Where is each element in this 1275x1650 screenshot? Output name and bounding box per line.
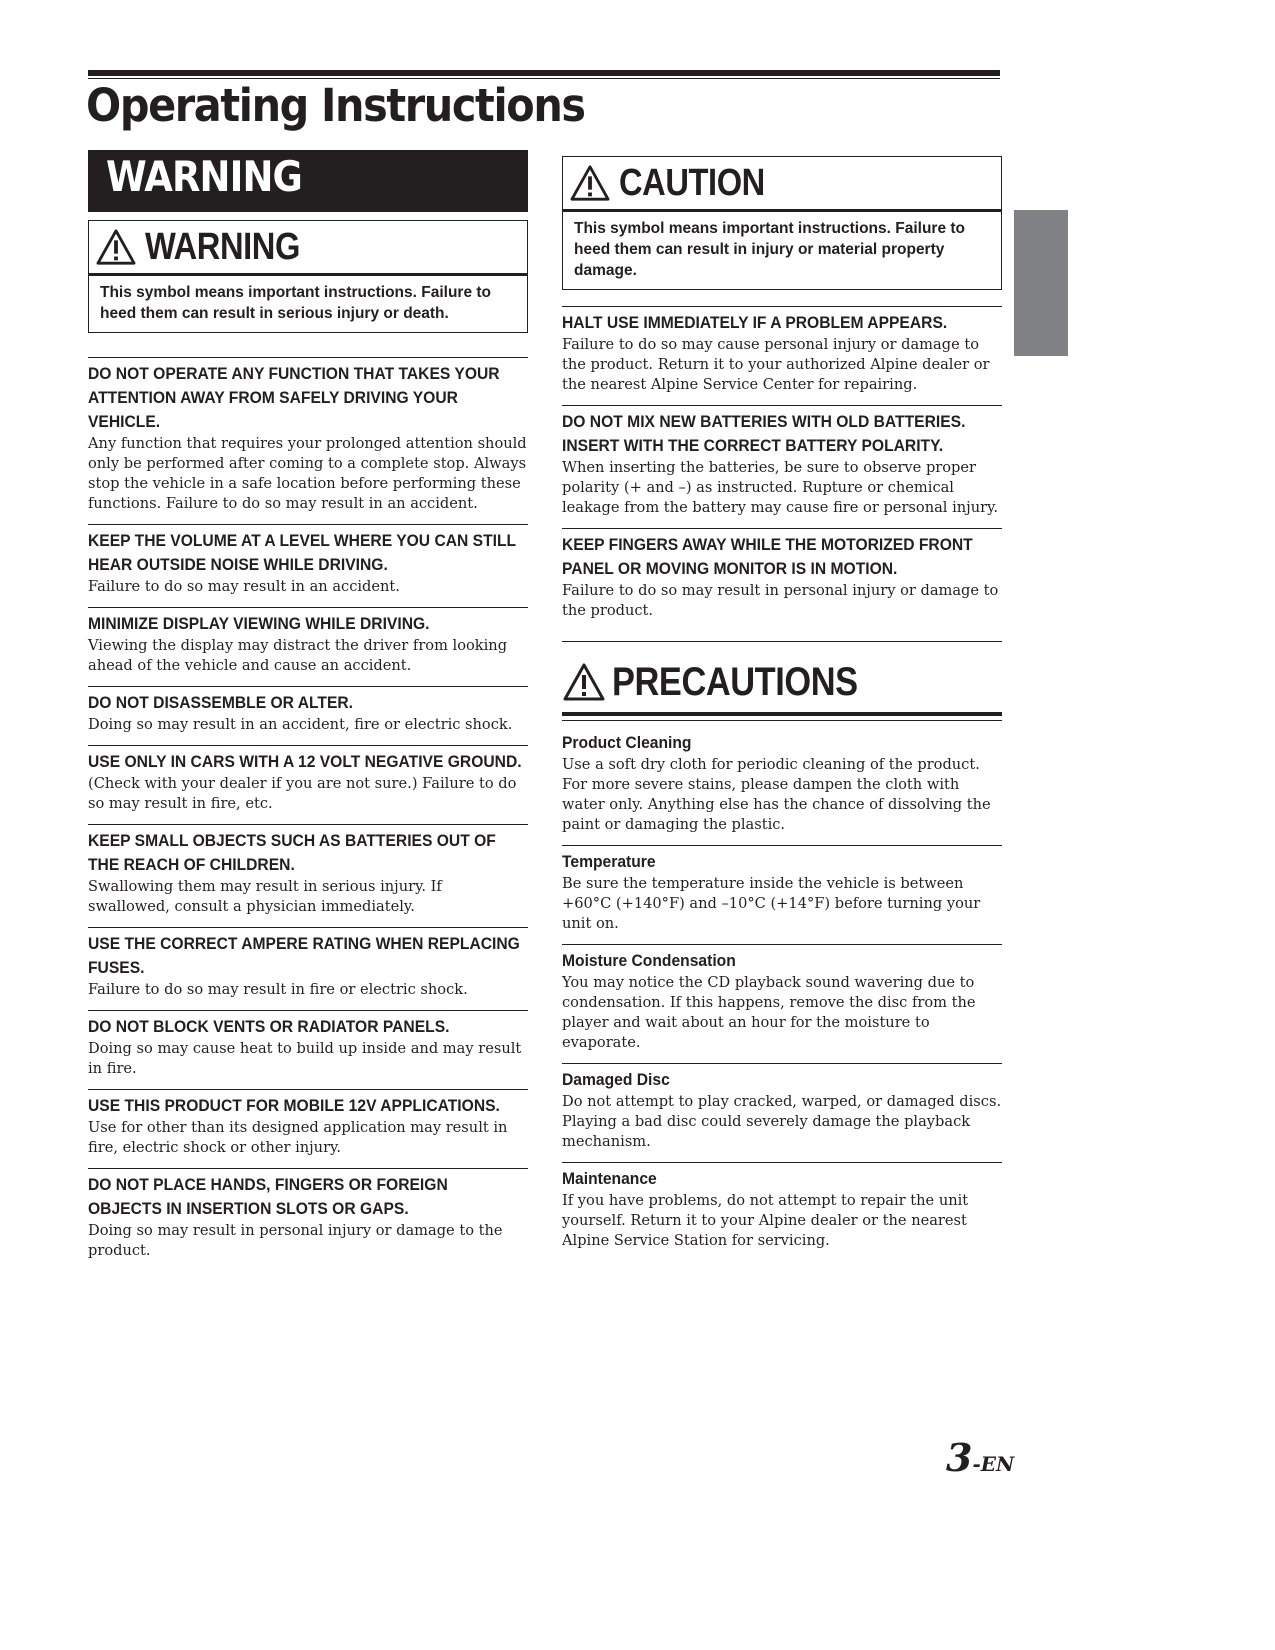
precaution-item xyxy=(562,727,1002,845)
warning-item xyxy=(88,524,528,607)
warning-item xyxy=(88,824,528,927)
caution-item xyxy=(562,528,1002,631)
precaution-item-title: Maintenance xyxy=(562,1169,657,1188)
precaution-item-body: You may notice the CD playback sound wavering due to condensation. If this happens, remove the disc from the player and wait about an hour for the moisture to evaporate. xyxy=(562,974,976,1051)
caution-item xyxy=(562,306,1002,405)
warning-banner-text: WARNING xyxy=(106,152,302,201)
precaution-item-body: Use a soft dry cloth for periodic cleaning of the product. For more severe stains, please dampen the cloth with water only. Anything else has the chance of dissolving the paint or damaging the plastic. xyxy=(562,756,991,833)
warning-item-title: USE ONLY IN CARS WITH A 12 VOLT NEGATIVE GROUND. xyxy=(88,752,522,771)
warning-item xyxy=(88,745,528,824)
precautions-heading: PRECAUTIONS xyxy=(612,659,858,704)
warning-item-title: DO NOT DISASSEMBLE OR ALTER. xyxy=(88,693,354,712)
precaution-item xyxy=(562,1162,1002,1261)
warning-symbol-text: This symbol means important instructions. Failure to heed them can result in serious injury or death. xyxy=(100,284,492,322)
precaution-item xyxy=(562,1063,1002,1162)
precaution-item-title: Moisture Condensation xyxy=(562,951,736,970)
warning-item-body: Failure to do so may result in fire or electric shock. xyxy=(88,981,468,998)
page-title: Operating Instructions xyxy=(86,79,585,132)
caution-item-body: Failure to do so may result in personal injury or damage to the product. xyxy=(562,582,999,619)
caution-symbol-text: This symbol means important instructions. Failure to heed them can result in injury or material property damage. xyxy=(574,220,966,279)
warning-item-title: KEEP SMALL OBJECTS SUCH AS BATTERIES OUT OF THE REACH OF CHILDREN. xyxy=(88,831,496,874)
warning-item xyxy=(88,1168,528,1271)
warning-item-title: DO NOT BLOCK VENTS OR RADIATOR PANELS. xyxy=(88,1017,450,1036)
precaution-item-body: If you have problems, do not attempt to repair the unit yourself. Return it to your Alpine dealer or the nearest Alpine Service Station for servicing. xyxy=(562,1192,969,1249)
precaution-item-title: Temperature xyxy=(562,852,656,871)
warning-item-title: USE THIS PRODUCT FOR MOBILE 12V APPLICATIONS. xyxy=(88,1096,500,1115)
caution-triangle-icon xyxy=(569,164,611,202)
caution-symbol-box xyxy=(562,156,1002,290)
warning-banner xyxy=(88,150,528,212)
precaution-item-title: Product Cleaning xyxy=(562,733,692,752)
warning-item xyxy=(88,607,528,686)
precautions-triangle-icon xyxy=(562,662,606,702)
caution-item-title: DO NOT MIX NEW BATTERIES WITH OLD BATTERIES. INSERT WITH THE CORRECT BATTERY POLARITY. xyxy=(562,412,966,455)
right-column xyxy=(562,156,1002,1261)
caution-item-body: Failure to do so may cause personal injury or damage to the product. Return it to your authorized Alpine dealer or the nearest Alpine Service Center for repairing. xyxy=(562,336,990,393)
warning-item xyxy=(88,1089,528,1168)
warning-item-title: DO NOT OPERATE ANY FUNCTION THAT TAKES YOUR ATTENTION AWAY FROM SAFELY DRIVING YOUR VEHICLE. xyxy=(88,364,500,431)
precaution-item-title: Damaged Disc xyxy=(562,1070,670,1089)
precautions-list xyxy=(562,727,1002,1261)
page-number-suffix: -EN xyxy=(972,1452,1015,1476)
warning-item-body: Doing so may result in personal injury or damage to the product. xyxy=(88,1222,503,1259)
precaution-item xyxy=(562,944,1002,1063)
precaution-item-body: Do not attempt to play cracked, warped, or damaged discs. Playing a bad disc could severely damage the playback mechanism. xyxy=(562,1093,1002,1150)
warning-item-body: Use for other than its designed application may result in fire, electric shock or other injury. xyxy=(88,1119,508,1156)
caution-symbol-heading: CAUTION xyxy=(619,161,765,204)
warning-sections xyxy=(88,357,528,1271)
warning-symbol-head xyxy=(89,221,527,276)
page-number xyxy=(946,1435,1015,1484)
warning-item-title: MINIMIZE DISPLAY VIEWING WHILE DRIVING. xyxy=(88,614,430,633)
warning-item xyxy=(88,1010,528,1089)
warning-item-title: USE THE CORRECT AMPERE RATING WHEN REPLACING FUSES. xyxy=(88,934,520,977)
caution-symbol-head xyxy=(563,157,1001,212)
warning-item-body: Doing so may result in an accident, fire or electric shock. xyxy=(88,716,513,733)
warning-item xyxy=(88,686,528,745)
section-side-tab xyxy=(1014,210,1068,356)
warning-item-body: Swallowing them may result in serious injury. If swallowed, consult a physician immediately. xyxy=(88,878,442,915)
precaution-item xyxy=(562,845,1002,944)
precautions-head xyxy=(562,641,1002,716)
title-top-rule xyxy=(88,70,1000,76)
caution-item-title: HALT USE IMMEDIATELY IF A PROBLEM APPEARS. xyxy=(562,313,948,332)
warning-triangle-icon xyxy=(95,228,137,266)
left-column xyxy=(88,150,528,1271)
warning-item-body: Viewing the display may distract the driver from looking ahead of the vehicle and cause an accident. xyxy=(88,637,508,674)
caution-item-title: KEEP FINGERS AWAY WHILE THE MOTORIZED FRONT PANEL OR MOVING MONITOR IS IN MOTION. xyxy=(562,535,973,578)
warning-item-body: Failure to do so may result in an accident. xyxy=(88,578,400,595)
warning-item-title: DO NOT PLACE HANDS, FINGERS OR FOREIGN OBJECTS IN INSERTION SLOTS OR GAPS. xyxy=(88,1175,448,1218)
precaution-item-body: Be sure the temperature inside the vehicle is between +60°C (+140°F) and –10°C (+14°F) before turning your unit on. xyxy=(562,875,981,932)
warning-item-body: (Check with your dealer if you are not sure.) Failure to do so may result in fire, etc. xyxy=(88,775,517,812)
caution-sections xyxy=(562,306,1002,631)
caution-item xyxy=(562,405,1002,528)
warning-item-body: Doing so may cause heat to build up inside and may result in fire. xyxy=(88,1040,522,1077)
caution-item-body: When inserting the batteries, be sure to observe proper polarity (+ and –) as instructed. Rupture or chemical leakage from the battery may cause fire or personal injury. xyxy=(562,459,999,516)
warning-item-body: Any function that requires your prolonged attention should only be performed after coming to a complete stop. Always stop the vehicle in a safe location before performing these functions. Failure to do so may result in an accident. xyxy=(88,435,527,512)
page-number-value: 3 xyxy=(946,1435,973,1480)
warning-symbol-heading: WARNING xyxy=(145,225,300,268)
warning-item xyxy=(88,927,528,1010)
warning-item xyxy=(88,357,528,524)
warning-symbol-box xyxy=(88,220,528,333)
warning-item-title: KEEP THE VOLUME AT A LEVEL WHERE YOU CAN STILL HEAR OUTSIDE NOISE WHILE DRIVING. xyxy=(88,531,516,574)
